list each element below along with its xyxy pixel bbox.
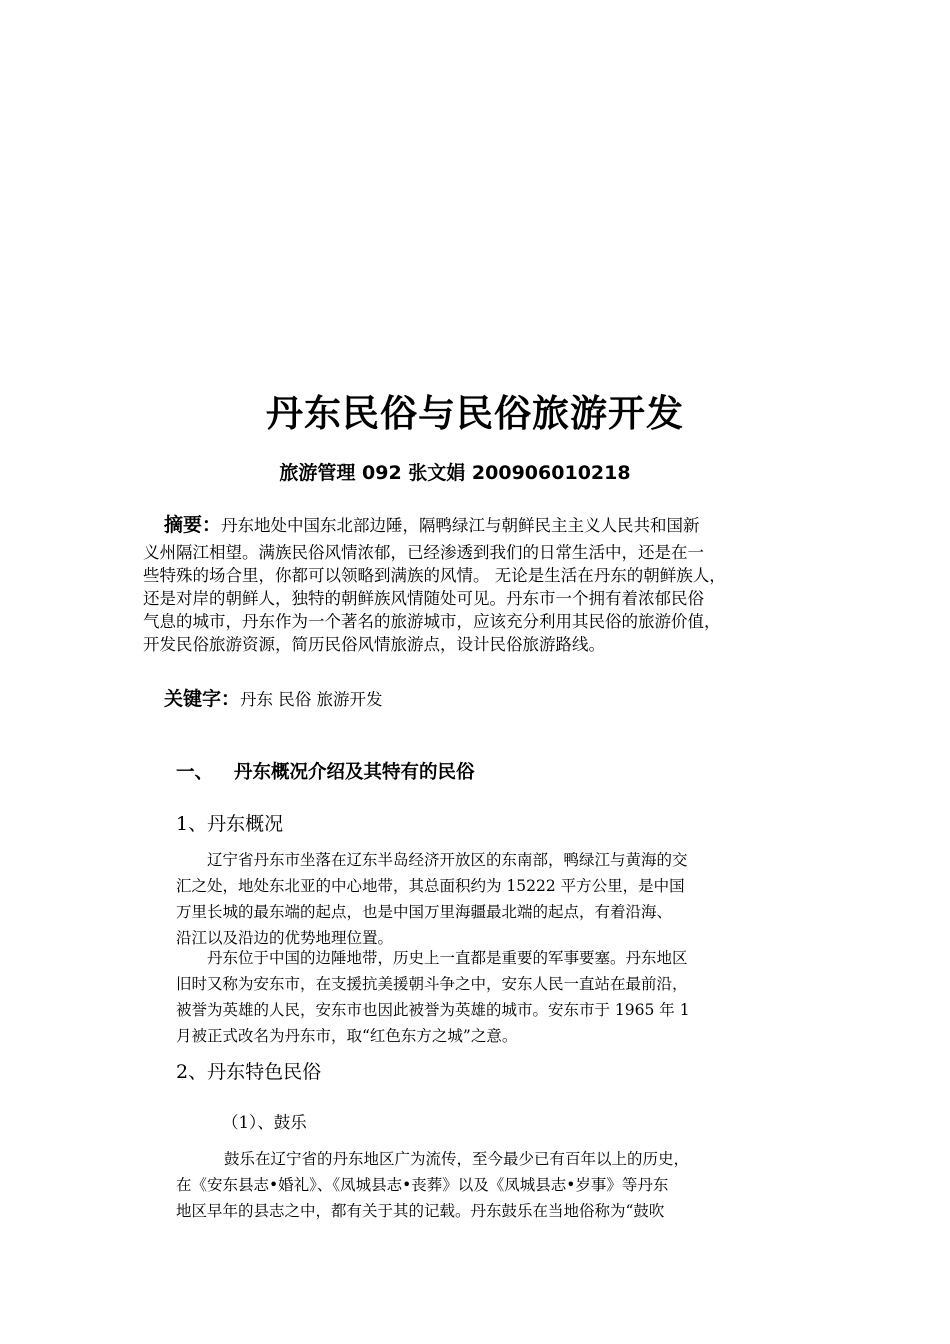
abstract-text: 丹东地处中国东北部边陲，隔鸭绿江与朝鲜民主主义人民共和国新 [221, 516, 700, 535]
paragraph-line: 地区早年的县志之中，都有关于其的记载。丹东鼓乐在当地俗称为“鼓吹 [176, 1202, 665, 1220]
section-title: 丹东概况介绍及其特有的民俗 [234, 762, 475, 783]
abstract-label: 摘要： [164, 514, 222, 536]
abstract [143, 510, 819, 656]
paragraph [176, 1146, 812, 1224]
section-heading [176, 759, 475, 787]
paragraph-line: 鼓乐在辽宁省的丹东地区广为流传，至今最少已有百年以上的历史， [224, 1150, 690, 1168]
document-title: 丹东民俗与民俗旅游开发 [266, 392, 684, 435]
paragraph-line: 万里长城的最东端的起点，也是中国万里海疆最北端的起点，有着沿海、 [176, 903, 673, 921]
abstract-line: 开发民俗旅游资源，简历民俗风情旅游点，设计民俗旅游路线。 [143, 635, 605, 654]
paragraph [176, 847, 812, 951]
abstract-line [143, 510, 819, 541]
paragraph-line: 旧时又称为安东市，在支援抗美援朝斗争之中，安东人民一直站在最前沿， [176, 975, 688, 993]
paragraph-line: 在《安东县志•婚礼》、《凤城县志•丧葬》以及《凤城县志•岁事》等丹东 [176, 1176, 669, 1194]
subsection-heading: 1、丹东概况 [176, 813, 284, 835]
author-line: 旅游管理 092 张文娟 200906010218 [279, 462, 631, 484]
paragraph [176, 945, 812, 1049]
paragraph-line: 汇之处，地处东北亚的中心地带，其总面积约为 15222 平方公里，是中国 [176, 877, 685, 895]
paragraph-line: 月被正式改名为丹东市，取“红色东方之城”之意。 [176, 1027, 518, 1045]
section-number: 一、 [176, 762, 214, 783]
abstract-line: 义州隔江相望。满族民俗风情浓郁，已经渗透到我们的日常生活中，还是在一 [143, 543, 704, 562]
paragraph-line: 辽宁省丹东市坐落在辽东半岛经济开放区的东南部，鸭绿江与黄海的交 [207, 851, 688, 869]
paragraph-line: 丹东位于中国的边陲地带，历史上一直都是重要的军事要塞。丹东地区 [207, 949, 688, 967]
subsubsection-heading: （1）、鼓乐 [222, 1113, 307, 1132]
abstract-line: 些特殊的场合里，你都可以领略到满族的风情。 无论是生活在丹东的朝鲜族人， [143, 566, 726, 585]
keywords-text: 丹东 民俗 旅游开发 [240, 690, 383, 709]
subsection-heading: 2、丹东特色民俗 [176, 1061, 322, 1083]
abstract-line: 还是对岸的朝鲜人，独特的朝鲜族风情随处可见。丹东市一个拥有着浓郁民俗 [143, 589, 704, 608]
keywords-label: 关键字： [164, 688, 241, 710]
paragraph-line: 沿江以及沿边的优势地理位置。 [176, 929, 394, 947]
abstract-line: 气息的城市，丹东作为一个著名的旅游城市，应该充分利用其民俗的旅游价值， [143, 612, 721, 631]
paragraph-line: 被誉为英雄的人民，安东市也因此被誉为英雄的城市。安东市于 1965 年 1 [176, 1001, 690, 1019]
keywords [164, 685, 383, 714]
